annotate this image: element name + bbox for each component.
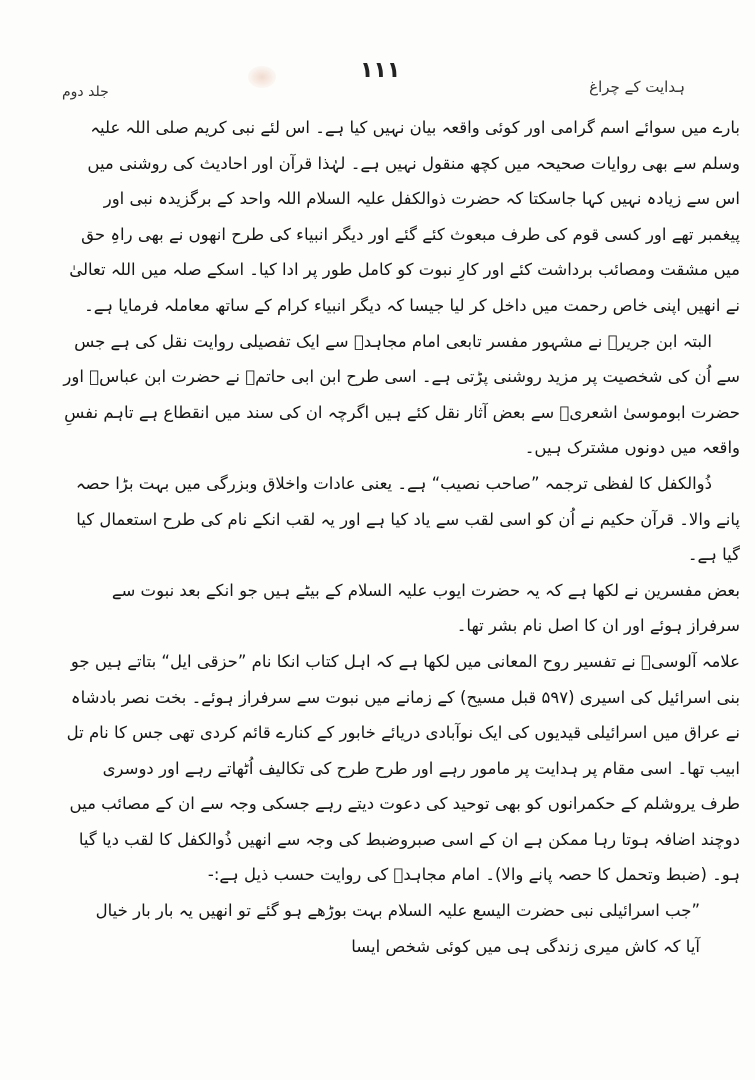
quoted-narration: ”جب اسرائیلی نبی حضرت الیسع علیہ السلام بہت بوڑھے ہو گئے تو انھیں یہ بار بار خیال آیا کہ کاش میری زندگی ہی میں کوئی شخص ایسا (95, 901, 700, 956)
page-body (60, 110, 740, 1060)
page-header (0, 58, 755, 108)
volume-label: جلد دوم (62, 84, 109, 100)
paragraph-5: علامہ آلوسیؒ نے تفسیر روح المعانی میں لکھا ہے کہ اہل کتاب انکا نام ”حزقی ایل“ بتاتے ہیں جو بنی اسرائیل کی اسیری (۵۹۷ قبل مسیح) کے زمانے میں نبوت سے سرفراز ہوئے۔ بخت نصر بادشاہ نے عراق میں اسرائیلی قیدیوں کی ایک نوآبادی دریائے خابور کے کنارے قائم کردی تھی جس کا نام تل ابیب تھا۔ اسی مقام پر ہدایت پر مامور رہے اور طرح طرح کی تکالیف اُٹھاتے رہے اور دوسری طرف یروشلم کے حکمرانوں کو بھی توحید کی دعوت دیتے رہے جسکی وجہ سے ان کے مصائب میں دوچند اضافہ ہوتا رہا ممکن ہے ان کے اسی صبروضبط کی وجہ سے انھیں ذُوالکفل کا لقب دیا گیا ہو۔ (ضبط وتحمل کا حصہ پانے والا)۔ امام مجاہدؒ کی روایت حسب ذیل ہے:- (66, 651, 740, 885)
book-title: ہدایت کے چراغ (589, 78, 685, 96)
paragraph-3: ذُوالکفل کا لفظی ترجمہ ”صاحب نصیب“ ہے۔ یعنی عادات واخلاق وبزرگی میں بہت بڑا حصہ پانے والا۔ قرآن حکیم نے اُن کو اسی لقب سے یاد کیا ہے اور یہ لقب انکے نام کی طرح استعمال کیا گیا ہے۔ (75, 473, 740, 565)
page-number: ۱۱۱ (360, 58, 401, 83)
paragraph-1: بارے میں سوائے اسم گرامی اور کوئی واقعہ بیان نہیں کیا ہے۔ اس لئے نبی کریم صلی اللہ علیہ وسلم سے بھی روایات صحیحہ میں کچھ منقول نہیں ہے۔ لہٰذا قرآن اور احادیث کی روشنی میں اس سے زیادہ نہیں کہا جاسکتا کہ حضرت ذوالکفل علیہ السلام اللہ واحد کے برگزیدہ نبی اور پیغمبر تھے اور کسی قوم کی طرف مبعوث کئے گئے اور دیگر انبیاء کی طرح انھوں نے بھی راہِ حق میں مشقت ومصائب برداشت کئے اور کارِ نبوت کو کامل طور پر ادا کیا۔ اسکے صلہ میں اللہ تعالیٰ نے انھیں اپنی خاص رحمت میں داخل کر لیا جیسا کہ دیگر انبیاء کرام کے ساتھ معاملہ فرمایا ہے۔ (69, 118, 740, 315)
paragraph-4: بعض مفسرین نے لکھا ہے کہ یہ حضرت ایوب علیہ السلام کے بیٹے ہیں جو انکے بعد نبوت سے سرفراز ہوئے اور ان کا اصل نام بشر تھا۔ (111, 580, 740, 636)
paragraph-2: البتہ ابن جریرؒ نے مشہور مفسر تابعی امام مجاہدؒ سے ایک تفصیلی روایت نقل کی ہے جس سے اُن کی شخصیت پر مزید روشنی پڑتی ہے۔ اسی طرح ابن ابی حاتمؒ نے حضرت ابن عباسؓ اور حضرت ابوموسیٰ اشعریؓ سے بعض آثار نقل کئے ہیں اگرچہ ان کی سند میں انقطاع ہے تاہم نفسِ واقعہ میں دونوں مشترک ہیں۔ (63, 331, 740, 458)
